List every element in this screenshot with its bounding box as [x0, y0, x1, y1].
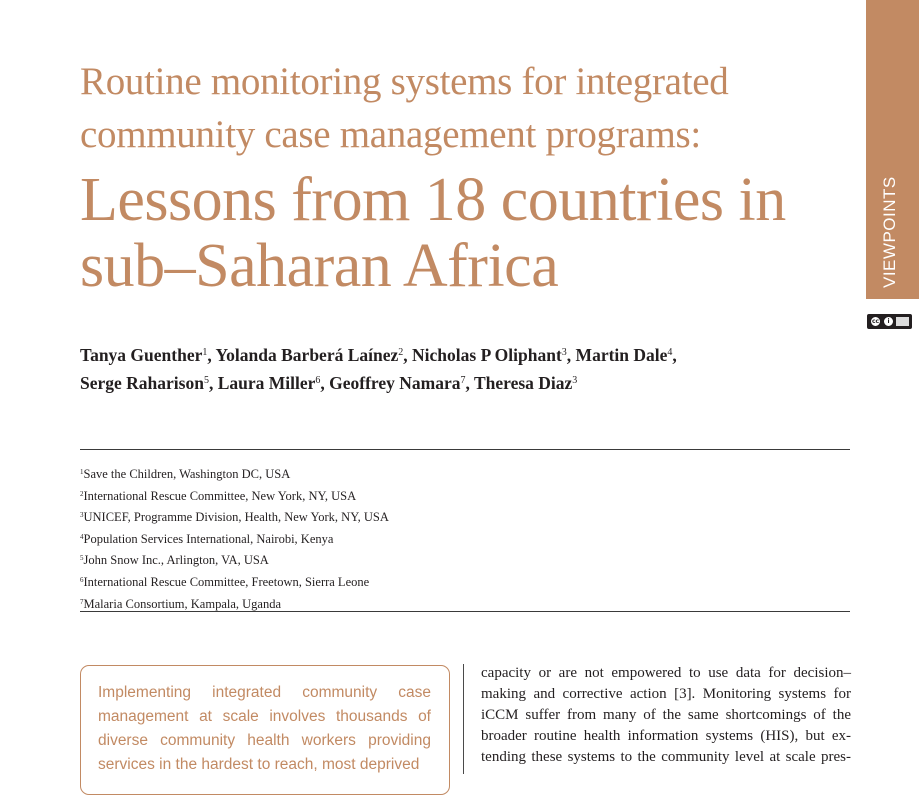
- creative-commons-by-icon[interactable]: [867, 314, 912, 329]
- body-line: iCCM suffer from many of the same shortcomings of the: [481, 707, 851, 723]
- divider-top: [80, 449, 850, 450]
- body-line: making and corrective action [3]. Monitoring systems for: [481, 686, 851, 702]
- affiliation-list: [80, 463, 389, 614]
- author-name: Yolanda Barberá Laínez: [215, 345, 399, 365]
- body-line: tending these systems to the community level at scale pres-: [481, 749, 851, 765]
- author-affiliation-number: 7: [460, 375, 466, 386]
- author-name: Laura Miller: [217, 373, 316, 393]
- body-line: capacity or are not empowered to use data for decision–: [481, 665, 851, 681]
- author-affiliation-number: 2: [398, 347, 404, 358]
- affiliation-number: 1: [80, 468, 84, 476]
- author-affiliation-number: 3: [561, 347, 567, 358]
- affiliation-number: 7: [80, 597, 84, 606]
- affiliation-text: International Rescue Committee, Freetown, Sierra Leone: [83, 574, 370, 589]
- title-line-1: Routine monitoring systems for integrated: [80, 60, 729, 103]
- column-divider: [463, 664, 464, 774]
- affiliation-item: [80, 506, 389, 528]
- author-affiliation-number: 6: [315, 375, 321, 386]
- author-separator: ,: [208, 373, 218, 393]
- author-affiliation-number: 5: [203, 375, 209, 386]
- affiliation-text: John Snow Inc., Arlington, VA, USA: [83, 553, 269, 568]
- author-separator: ,: [320, 373, 330, 393]
- affiliation-item: [80, 549, 389, 571]
- body-line: broader routine health information systems (HIS), but ex-: [481, 728, 851, 744]
- affiliation-text: UNICEF, Programme Division, Health, New York, NY, USA: [83, 510, 389, 525]
- attribution-icon: i: [883, 316, 894, 327]
- author-name: Serge Raharison: [80, 373, 204, 393]
- license-strip: [896, 317, 909, 326]
- body-text: [481, 663, 851, 768]
- author-affiliation-number: 4: [667, 347, 673, 358]
- affiliation-text: Save the Children, Washington DC, USA: [83, 467, 291, 481]
- author-affiliation-number: 1: [202, 347, 208, 358]
- author-name: Tanya Guenther: [80, 345, 203, 365]
- author-name: Theresa Diaz: [473, 373, 573, 393]
- affiliation-number: 6: [80, 575, 84, 584]
- author-separator: ,: [672, 345, 677, 365]
- affiliation-number: 3: [80, 511, 84, 520]
- author-name: Geoffrey Namara: [329, 373, 461, 393]
- author-separator: ,: [207, 345, 216, 365]
- abstract-text: Implementing integrated community case management at scale involves thousands of diverse community health workers providing services in the hardest to reach, most deprived: [98, 684, 431, 773]
- affiliation-item: [80, 463, 389, 485]
- affiliation-text: International Rescue Committee, New York, NY, USA: [83, 488, 357, 503]
- abstract-box: [80, 665, 450, 795]
- author-list: [80, 340, 840, 396]
- affiliation-item: [80, 485, 389, 507]
- affiliation-number: 5: [80, 554, 84, 563]
- author-separator: ,: [465, 373, 474, 393]
- author-name: Nicholas P Oliphant: [412, 345, 562, 365]
- affiliation-item: [80, 528, 389, 550]
- affiliation-text: Population Services International, Nairobi, Kenya: [83, 531, 334, 546]
- affiliation-item: [80, 571, 389, 593]
- divider-bottom: [80, 611, 850, 612]
- affiliation-text: Malaria Consortium, Kampala, Uganda: [83, 596, 282, 611]
- title-line-2: community case management programs:: [80, 113, 701, 156]
- author-separator: ,: [566, 345, 576, 365]
- title-line-3: Lessons from 18 countries in: [80, 166, 786, 234]
- author-separator: ,: [403, 345, 413, 365]
- article-title: [80, 55, 860, 299]
- cc-icon: cc: [871, 318, 880, 325]
- author-name: Martin Dale: [575, 345, 668, 365]
- author-affiliation-number: 3: [572, 375, 578, 386]
- title-line-4: sub–Saharan Africa: [80, 232, 559, 300]
- affiliation-number: 2: [80, 489, 84, 498]
- affiliation-number: 4: [80, 532, 84, 541]
